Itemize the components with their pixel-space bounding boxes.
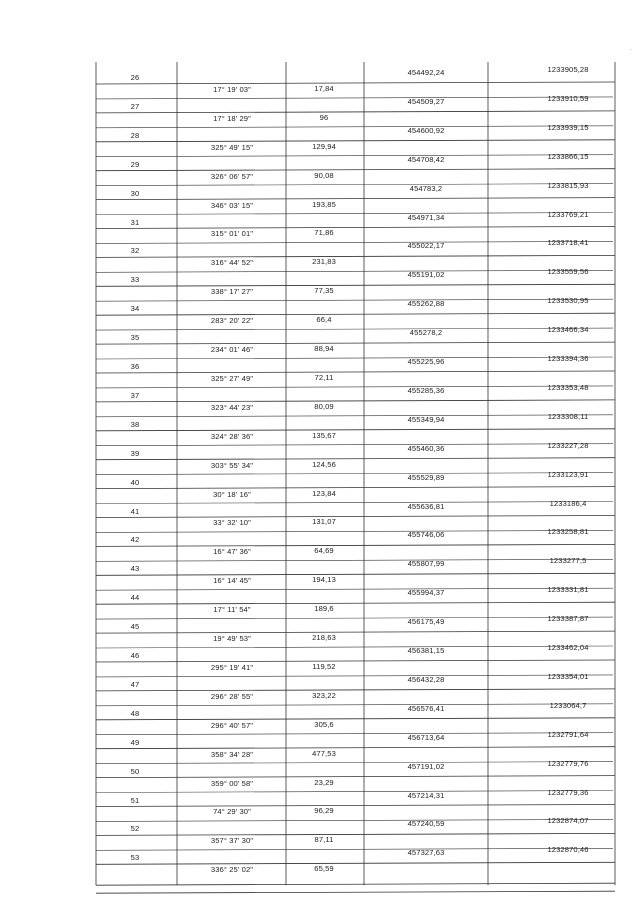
segment-length: 193,85	[312, 199, 336, 209]
point-number: 29	[130, 159, 140, 169]
coordinate-y: 1233277,5	[549, 556, 587, 566]
row-rule	[96, 371, 615, 373]
coordinate-y: 1233905,28	[547, 65, 589, 74]
coordinate-x: 455460,36	[407, 443, 445, 453]
coordinate-x: 456713,64	[407, 732, 445, 742]
coordinate-x: 455349,94	[407, 414, 445, 424]
coordinate-x: 455636,81	[407, 501, 445, 511]
segment-length: 77,35	[314, 286, 334, 296]
direction-angle: 357° 37' 30"	[210, 836, 254, 846]
segment-length: 305,6	[314, 719, 334, 729]
row-rule	[96, 458, 615, 460]
coordinate-x: 455994,37	[407, 588, 445, 598]
coordinate-x: 454600,92	[407, 125, 445, 135]
row-rule	[96, 487, 615, 489]
direction-angle: 296° 40' 57"	[210, 720, 254, 730]
segment-length: 66,4	[316, 315, 332, 325]
direction-angle: 33° 32' 10"	[213, 518, 251, 528]
segment-length: 131,07	[312, 517, 336, 527]
segment-rule	[96, 97, 613, 99]
segment-rule	[96, 328, 613, 330]
segment-length: 17,84	[314, 83, 334, 93]
point-number: 33	[130, 275, 140, 285]
coordinate-y: 1233353,48	[547, 382, 589, 392]
segment-rule	[96, 299, 613, 301]
direction-angle: 17° 19' 03"	[213, 84, 251, 94]
segment-rule	[96, 675, 613, 677]
coordinate-x: 456576,41	[407, 703, 445, 713]
segment-length: 477,53	[312, 748, 336, 758]
direction-angle: 16° 14' 45"	[213, 576, 251, 586]
coordinate-y: 1233815,93	[547, 180, 589, 190]
coordinate-x: 455807,99	[407, 559, 445, 569]
segment-rule	[96, 386, 613, 388]
segment-rule	[96, 588, 613, 590]
coordinate-x: 454492,24	[407, 68, 445, 77]
coordinate-y: 1233866,15	[547, 151, 589, 161]
coordinate-x: 456175,49	[407, 617, 445, 627]
point-number: 26	[130, 73, 140, 82]
segment-rule	[96, 791, 613, 793]
direction-angle: 16° 47' 36"	[213, 547, 251, 557]
row-rule	[96, 747, 615, 749]
coordinate-x: 455529,89	[407, 472, 445, 482]
direction-angle: 358° 34' 28"	[210, 749, 254, 759]
row-rule	[96, 776, 615, 778]
point-number: 36	[130, 362, 140, 371]
coordinate-x: 455191,02	[407, 270, 445, 280]
direction-angle: 336° 25' 02"	[210, 865, 254, 875]
point-number: 37	[130, 390, 140, 400]
segment-length: 123,84	[312, 488, 336, 498]
coordinate-y: 1233462,04	[547, 643, 589, 652]
point-number: 44	[130, 593, 140, 603]
row-rule	[96, 516, 615, 518]
segment-length: 88,94	[314, 344, 334, 353]
row-rule	[96, 313, 615, 315]
coordinate-x: 455746,06	[407, 530, 445, 540]
coordinate-y: 1233331,81	[547, 585, 589, 595]
point-number: 28	[130, 130, 140, 140]
row-rule	[96, 544, 615, 546]
coordinate-y: 1232779,36	[547, 787, 589, 797]
point-number: 40	[130, 477, 140, 487]
direction-angle: 326° 06' 57"	[210, 171, 254, 181]
coordinate-x: 454783,2	[409, 183, 443, 193]
table-bottom-rule	[96, 883, 615, 885]
segment-rule	[96, 530, 613, 532]
row-rule	[96, 342, 615, 344]
segment-length: 189,6	[314, 604, 334, 614]
coordinate-y: 1233064,7	[549, 700, 587, 710]
coordinate-x: 455285,36	[407, 385, 445, 395]
direction-angle: 325° 49' 15"	[210, 142, 254, 152]
coordinate-x: 454509,27	[407, 96, 445, 106]
point-number: 41	[130, 506, 140, 516]
coordinate-x: 456381,15	[407, 646, 445, 655]
direction-angle: 74° 29' 30"	[213, 807, 251, 817]
coordinate-x: 457327,63	[407, 848, 445, 858]
coordinate-x: 455262,88	[407, 299, 445, 309]
point-number: 39	[130, 448, 140, 458]
coordinate-y: 1232779,76	[547, 758, 589, 768]
coordinate-x: 457191,02	[407, 761, 445, 771]
coordinate-x: 455278,2	[409, 328, 443, 338]
point-number: 31	[130, 217, 140, 227]
point-number: 46	[130, 651, 140, 660]
coordinate-y: 1233939,15	[547, 122, 589, 132]
row-rule	[96, 891, 615, 893]
segment-length: 124,56	[312, 459, 336, 469]
direction-angle: 323° 44' 23"	[210, 402, 254, 412]
direction-angle: 346° 03' 15"	[210, 200, 254, 210]
row-rule	[96, 255, 615, 257]
point-number: 42	[130, 535, 140, 545]
row-rule	[96, 718, 615, 720]
segment-length: 231,83	[312, 257, 336, 267]
point-number: 48	[130, 708, 140, 718]
coordinate-y: 1233718,41	[547, 238, 589, 248]
direction-angle: 19° 49' 53"	[213, 634, 251, 643]
row-rule	[96, 429, 615, 431]
coordinate-y: 1232874,07	[547, 816, 589, 826]
direction-angle: 17° 11' 54"	[213, 605, 251, 615]
segment-rule	[96, 848, 613, 850]
coordinate-y: 1233354,01	[547, 671, 589, 681]
segment-rule	[96, 213, 613, 215]
coordinate-x: 455225,96	[407, 357, 445, 366]
segment-length: 64,69	[314, 546, 334, 556]
segment-length: 129,94	[312, 141, 336, 151]
coordinate-y: 1233559,56	[547, 267, 589, 277]
segment-rule	[96, 241, 613, 243]
direction-angle: 359° 00' 58"	[210, 778, 254, 788]
direction-angle: 295° 19' 41"	[210, 662, 254, 672]
row-rule	[96, 805, 615, 807]
row-rule	[96, 140, 615, 142]
segment-length: 90,08	[314, 170, 334, 180]
row-rule	[96, 862, 615, 864]
point-number: 49	[130, 737, 140, 747]
direction-angle: 315° 01' 01"	[210, 229, 254, 239]
segment-length: 135,67	[312, 430, 336, 440]
point-number: 30	[130, 188, 140, 198]
point-number: 52	[130, 824, 140, 834]
coordinate-y: 1233530,95	[547, 296, 589, 306]
segment-rule	[96, 473, 613, 475]
coordinate-y: 1233227,28	[547, 440, 589, 450]
segment-rule	[96, 617, 613, 619]
row-rule	[96, 284, 615, 286]
segment-length: 119,52	[312, 661, 336, 671]
segment-rule	[96, 733, 613, 735]
segment-rule	[96, 704, 613, 706]
point-number: 43	[130, 564, 140, 574]
segment-rule	[96, 415, 613, 417]
direction-angle: 296° 28' 55"	[210, 691, 254, 701]
segment-length: 23,29	[314, 777, 334, 787]
row-rule	[96, 833, 615, 835]
segment-rule	[96, 819, 613, 821]
direction-angle: 325° 27' 49"	[210, 373, 254, 383]
segment-rule	[96, 126, 613, 128]
point-number: 38	[130, 419, 140, 429]
point-number: 35	[130, 333, 140, 343]
segment-rule	[96, 444, 613, 446]
coordinate-x: 454708,42	[407, 154, 445, 164]
coordinate-x: 454971,34	[407, 212, 445, 222]
segment-length: 65,59	[314, 864, 334, 874]
point-number: 34	[130, 304, 140, 314]
direction-angle: 303° 55' 34"	[210, 460, 254, 470]
segment-rule	[96, 155, 613, 157]
coordinate-y: 1233394,36	[547, 354, 589, 363]
segment-rule	[96, 184, 613, 186]
segment-rule	[96, 559, 613, 561]
row-rule	[96, 602, 615, 604]
direction-angle: 30° 18' 16"	[213, 489, 251, 499]
direction-angle: 283° 20' 22"	[210, 316, 254, 326]
point-number: 47	[130, 679, 140, 689]
segment-length: 218,63	[312, 633, 336, 642]
coordinate-y: 1233769,21	[547, 209, 589, 219]
point-number: 51	[130, 795, 140, 805]
coordinate-y: 1233308,11	[547, 411, 589, 421]
row-rule	[96, 198, 615, 200]
segment-rule	[96, 270, 613, 272]
coordinate-x: 457214,31	[407, 790, 445, 800]
row-rule	[96, 82, 615, 84]
coordinate-y: 1233466,34	[547, 325, 589, 335]
coordinate-y: 1233910,59	[547, 93, 589, 103]
point-number: 32	[130, 246, 140, 256]
coordinate-x: 455022,17	[407, 241, 445, 251]
point-number: 27	[130, 101, 140, 111]
direction-angle: 338° 17' 27"	[210, 287, 254, 297]
coordinate-y: 1233387,87	[547, 614, 589, 624]
coordinate-y: 1232791,64	[547, 729, 589, 739]
point-number: 53	[130, 853, 140, 863]
page-mark: .	[630, 46, 632, 52]
direction-angle: 17° 18' 29"	[213, 113, 251, 123]
segment-length: 96,29	[314, 806, 334, 816]
direction-angle: 234° 01' 46"	[210, 345, 254, 354]
row-rule	[96, 227, 615, 229]
coordinate-y: 1233258,81	[547, 527, 589, 537]
coordinate-x: 457240,59	[407, 819, 445, 829]
segment-rule	[96, 646, 613, 648]
point-number: 50	[130, 766, 140, 776]
row-rule	[96, 400, 615, 402]
segment-length: 71,86	[314, 228, 334, 238]
segment-length: 87,11	[314, 835, 334, 845]
coordinate-y: 1233186,4	[549, 498, 587, 508]
coordinate-y: 1233123,91	[547, 469, 589, 479]
segment-length: 323,22	[312, 690, 336, 700]
row-rule	[96, 111, 615, 113]
coordinate-x: 456432,28	[407, 674, 445, 684]
row-rule	[96, 689, 615, 691]
row-rule	[96, 573, 615, 575]
row-rule	[96, 169, 615, 171]
segment-length: 96	[319, 112, 329, 122]
segment-rule	[96, 762, 613, 764]
coordinate-y: 1232870,46	[547, 845, 589, 855]
row-rule	[96, 631, 615, 633]
direction-angle: 324° 28' 36"	[210, 431, 254, 441]
direction-angle: 316° 44' 52"	[210, 258, 254, 268]
segment-length: 80,09	[314, 401, 334, 411]
segment-length: 72,11	[314, 372, 334, 382]
row-rule	[96, 660, 615, 662]
segment-length: 194,13	[312, 575, 336, 585]
segment-rule	[96, 502, 613, 504]
segment-rule	[96, 357, 613, 359]
point-number: 45	[130, 622, 140, 632]
